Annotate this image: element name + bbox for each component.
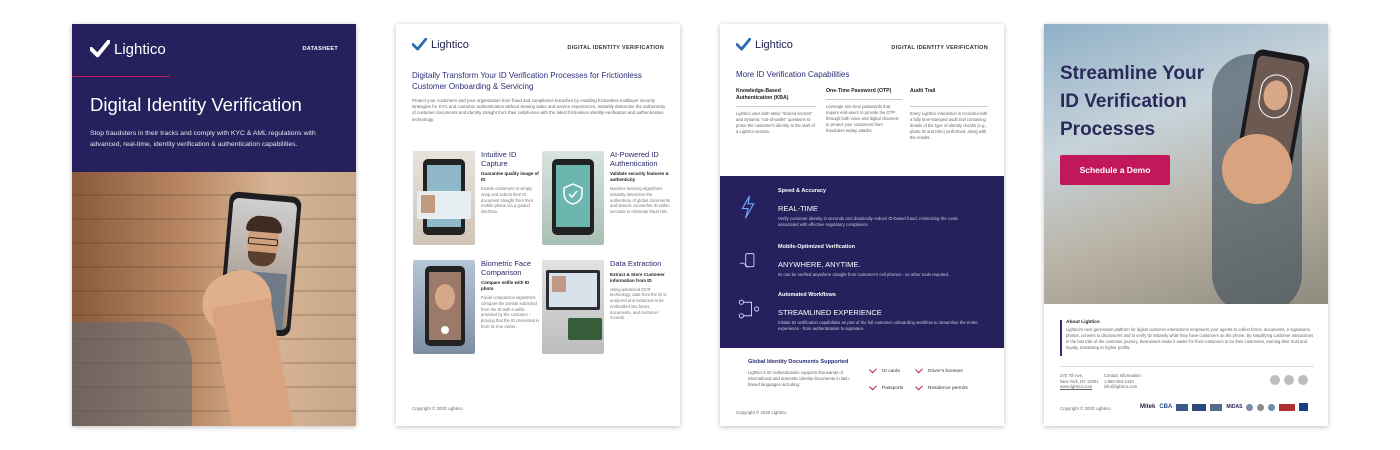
- feature-photo-ai-auth: [542, 151, 604, 245]
- copyright: Copyright © 2020 Lightico: [736, 410, 787, 415]
- divider: [1060, 366, 1314, 367]
- benefit-label: Speed & Accuracy: [778, 188, 827, 194]
- capability-title: One-Time Password (OTP): [826, 88, 892, 94]
- doc-label: Residence permits: [928, 386, 968, 391]
- feature-photo-face: [413, 260, 475, 354]
- partner-logo: [1210, 404, 1222, 411]
- capability-title: Audit Trail: [910, 88, 936, 94]
- partner-logo: [1257, 404, 1264, 411]
- feature-item: [610, 260, 670, 321]
- feature-photo-extraction: [542, 260, 604, 354]
- workflow-icon: [738, 298, 760, 320]
- intro-text: Protect your customers and your organization from fraud and compliance breaches by enabling frictionless multilayer security strategies for KYC and customer authentication without slowing sales and service experiences. Instantly determine the authenticity of customer documents and identity straight from their cellphones with the latest frictionless identity-verification and authentication technology.: [412, 98, 666, 122]
- benefit-body: Initiate ID verification capabilities as part of the full customer onboarding workflow to streamline the entire experience - from authentication to signature.: [778, 320, 978, 332]
- features-page: [396, 24, 680, 426]
- partner-logo: Mitek: [1140, 404, 1156, 410]
- feature-subtitle: Extract & Store Customer information from ID: [610, 271, 665, 283]
- lightning-icon: [740, 194, 756, 220]
- benefit-title: REAL-TIME: [778, 204, 819, 213]
- doc-item: [870, 367, 900, 374]
- feature-title: Biometric Face Comparison: [481, 259, 532, 277]
- linkedin-icon[interactable]: [1298, 375, 1308, 385]
- feature-body: Machine learning algorithms instantly determine the authenticity of global documents and detects counterfeit ID within seconds to eliminate fraud risk.: [610, 186, 670, 215]
- header-label: DIGITAL IDENTITY VERIFICATION: [567, 45, 664, 51]
- feature-title: Intuitive ID Capture: [481, 150, 517, 168]
- phone-number: 1-866-353-1440: [1104, 378, 1134, 384]
- website-link[interactable]: www.lightico.com: [1060, 384, 1093, 390]
- logo-text: Lightico: [755, 38, 793, 51]
- doc-item: [916, 384, 968, 391]
- partner-logo: [1268, 404, 1275, 411]
- datasheet-cover-page: [72, 24, 356, 426]
- lightico-logo: [90, 40, 166, 58]
- email-link[interactable]: info@lightico.com: [1104, 384, 1138, 390]
- feature-item: [481, 260, 541, 330]
- check-icon: [915, 383, 923, 391]
- benefit-title: ANYWHERE, ANYTIME.: [778, 260, 861, 269]
- hand-phone-icon: [738, 252, 760, 270]
- page-title: More ID Verification Capabilities: [736, 70, 850, 79]
- check-icon: [915, 366, 923, 374]
- benefit-body: Verify customer identity in seconds and drastically reduce ID-based fraud, minimizing the costs associated with effective regulatory compliance.: [778, 216, 958, 228]
- title-line: Streamline Your: [1060, 63, 1204, 84]
- about-title: About Lightico: [1066, 320, 1100, 325]
- feature-body: Enable customers to simply snap and submit their ID document straight from their mobile phone via a guided interface.: [481, 186, 534, 215]
- address-line: 275 7th Ave,: [1060, 373, 1084, 378]
- doc-label: ID cards: [882, 369, 900, 374]
- logo-text: Lightico: [114, 40, 166, 58]
- capability-body: Lightico uses both static "shared secrets" and dynamic "out-of-wallet" questions to prove the customer's identity at the start of a Lightico session.: [736, 111, 815, 134]
- doc-label: Passports: [882, 386, 904, 391]
- cover-subtitle: Stop fraudsters in their tracks and comply with KYC & AML regulations with advanced, real-time, identity verification & authentication capabilities.: [90, 130, 316, 148]
- check-icon: [869, 366, 877, 374]
- docs-body: Lightico's ID Authentication supports thousands of international and domestic identity documents in latin-based languages including:: [748, 370, 851, 388]
- feature-subtitle: Guarantee quality image of ID: [481, 171, 539, 182]
- benefit-label: Mobile-Optimized Verification: [778, 244, 856, 250]
- doc-item: [870, 384, 903, 391]
- copyright: Copyright © 2020 Lightico: [1060, 406, 1111, 411]
- feature-body: Facial comparison algorithms compare the portrait extracted from the ID with a selfie provided by the customer - proving that the ID presented is from its true owner.: [481, 295, 540, 329]
- contact-block: [1104, 373, 1142, 390]
- twitter-icon[interactable]: [1284, 375, 1294, 385]
- capability-title: Knowledge-Based Authentication (KBA): [736, 88, 789, 101]
- title-line: Processes: [1060, 119, 1156, 140]
- lightico-logo: [736, 38, 793, 51]
- contact-label: Contact Information:: [1104, 373, 1142, 378]
- partner-logo: MiDAS: [1226, 404, 1243, 410]
- partner-logo: [1246, 404, 1253, 411]
- feature-subtitle: Compare selfie with ID photo: [481, 280, 530, 291]
- feature-title: Data Extraction: [610, 259, 662, 268]
- partner-logo: [1192, 404, 1206, 411]
- doc-label: Driver's licenses: [928, 369, 963, 374]
- check-logo-icon: [412, 38, 427, 51]
- datasheet-tag: DATASHEET: [302, 46, 338, 52]
- partner-logo: [1299, 403, 1308, 411]
- partner-logo: [1176, 404, 1188, 411]
- doc-item: [916, 367, 963, 374]
- check-logo-icon: [90, 40, 110, 58]
- logo-text: Lightico: [431, 38, 469, 51]
- partner-logos: [1140, 403, 1308, 411]
- back-cover-page: [1044, 24, 1328, 426]
- benefit-body: ID can be verified anywhere straight from customer's cell phones - no other tools required.: [778, 272, 950, 277]
- docs-title: Global Identity Documents Supported: [748, 359, 849, 365]
- capability-body: Leverage one-time passwords that require end-users to provide the OTP through both voice and digital channels to protect your customers from fraudulent replay attacks.: [826, 104, 899, 133]
- feature-item: [481, 151, 541, 215]
- address-line: New York, NY 10001: [1060, 378, 1099, 384]
- back-cover-title: [1060, 60, 1240, 144]
- feature-item: [610, 151, 670, 215]
- address-block: [1060, 373, 1099, 390]
- capability-column: [736, 88, 816, 135]
- capabilities-page: [720, 24, 1004, 426]
- header-label: DIGITAL IDENTITY VERIFICATION: [891, 45, 988, 51]
- check-logo-icon: [736, 38, 751, 51]
- capability-body: Every Lightico interaction is recorded with a fully time-stamped audit trail containing details of the type of identity checks (e.g., photo ID and KBA) performed, along with the results.: [910, 111, 988, 140]
- partner-logo: CBA: [1159, 404, 1173, 410]
- copyright: Copyright © 2020 Lightico: [412, 406, 463, 411]
- shield-check-icon: [563, 183, 583, 205]
- partner-logo: [1279, 404, 1295, 411]
- capability-column: [910, 88, 988, 141]
- page-title: Digitally Transform Your ID Verification Processes for Frictionless Customer Onboarding & Servicing: [412, 71, 642, 91]
- capability-column: [826, 88, 902, 134]
- feature-photo-id-capture: [413, 151, 475, 245]
- facebook-icon[interactable]: [1270, 375, 1280, 385]
- accent-divider: [72, 76, 170, 77]
- feature-title: AI-Powered ID Authentication: [610, 150, 659, 168]
- title-line: ID Verification: [1060, 91, 1187, 112]
- feature-body: Using advanced OCR technology, data from the ID is analyzed and extracted to be embedded into forms, documents, and customer records.: [610, 286, 667, 321]
- schedule-demo-button[interactable]: Schedule a Demo: [1060, 155, 1170, 185]
- hero-photo: [72, 172, 356, 426]
- benefit-title: STREAMLINED EXPERIENCE: [778, 308, 882, 317]
- benefit-label: Automated Workflows: [778, 292, 836, 298]
- benefits-band: [720, 176, 1004, 348]
- feature-subtitle: Validate security features & authenticity: [610, 171, 669, 182]
- cover-title: Digital Identity Verification: [90, 94, 302, 115]
- check-icon: [869, 383, 877, 391]
- lightico-logo: [412, 38, 469, 51]
- about-accent-bar: [1060, 320, 1062, 356]
- social-links: [1270, 375, 1308, 385]
- about-body: Lightico's next generation platform for digital customer interactions empowers your agents to collect forms, documents, e-signatures, photos, consent to disclosures and to verify ID instantly while they have customers on the phone. By simplifying customer interactions in the last mile of the customer journey, businesses make it easier for their customers to be their customers, earning their trust and loyalty, translating to higher profits.: [1066, 327, 1314, 350]
